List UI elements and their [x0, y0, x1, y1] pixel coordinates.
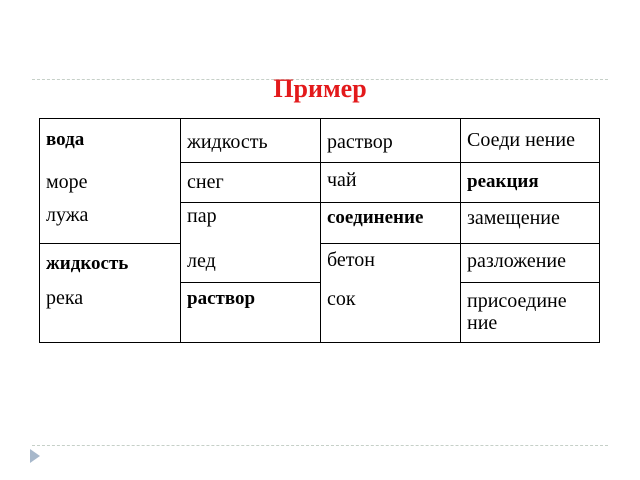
grid-row-divider — [321, 202, 461, 203]
grid-cell: лед — [187, 250, 216, 272]
grid-cell: замещение — [467, 207, 560, 229]
grid-cell: разложение — [467, 250, 566, 272]
grid-row-divider — [181, 162, 321, 163]
grid-column-1 — [40, 119, 180, 342]
grid-cell: вода — [46, 129, 85, 150]
grid-cell: жидкость — [46, 253, 129, 274]
grid-row-divider — [461, 202, 600, 203]
grid-row-divider — [321, 162, 461, 163]
grid-cell: раствор — [327, 131, 393, 153]
grid-row-divider — [181, 282, 321, 283]
grid-cell: сок — [327, 288, 356, 310]
grid-cell: Соеди нение — [467, 129, 575, 151]
grid-column-4 — [460, 119, 600, 342]
bottom-divider — [32, 445, 608, 446]
slide-title — [0, 74, 640, 104]
grid-row-divider — [40, 243, 180, 244]
grid-cell: жидкость — [187, 131, 268, 153]
grid-cell: чай — [327, 169, 357, 191]
grid-cell: море — [46, 171, 88, 193]
grid-row-divider — [321, 243, 461, 244]
grid-cell: снег — [187, 171, 224, 193]
grid-cell: лужа — [46, 204, 89, 226]
grid-row-divider — [461, 282, 600, 283]
grid-cell: пар — [187, 205, 217, 227]
grid-cell: бетон — [327, 249, 375, 271]
grid-row-divider — [461, 162, 600, 163]
grid-column-2 — [180, 119, 321, 342]
grid-column-3 — [320, 119, 461, 342]
grid-row-divider — [461, 243, 600, 244]
slide-title-text: Пример — [273, 74, 367, 103]
grid-cell: присоедине ние — [467, 290, 567, 334]
grid-cell: река — [46, 287, 84, 309]
grid-row-divider — [181, 202, 321, 203]
word-grid — [39, 118, 600, 343]
grid-cell: раствор — [187, 288, 256, 309]
play-arrow-icon[interactable] — [30, 449, 40, 463]
grid-cell: соединение — [327, 207, 424, 228]
grid-cell: реакция — [467, 171, 539, 192]
